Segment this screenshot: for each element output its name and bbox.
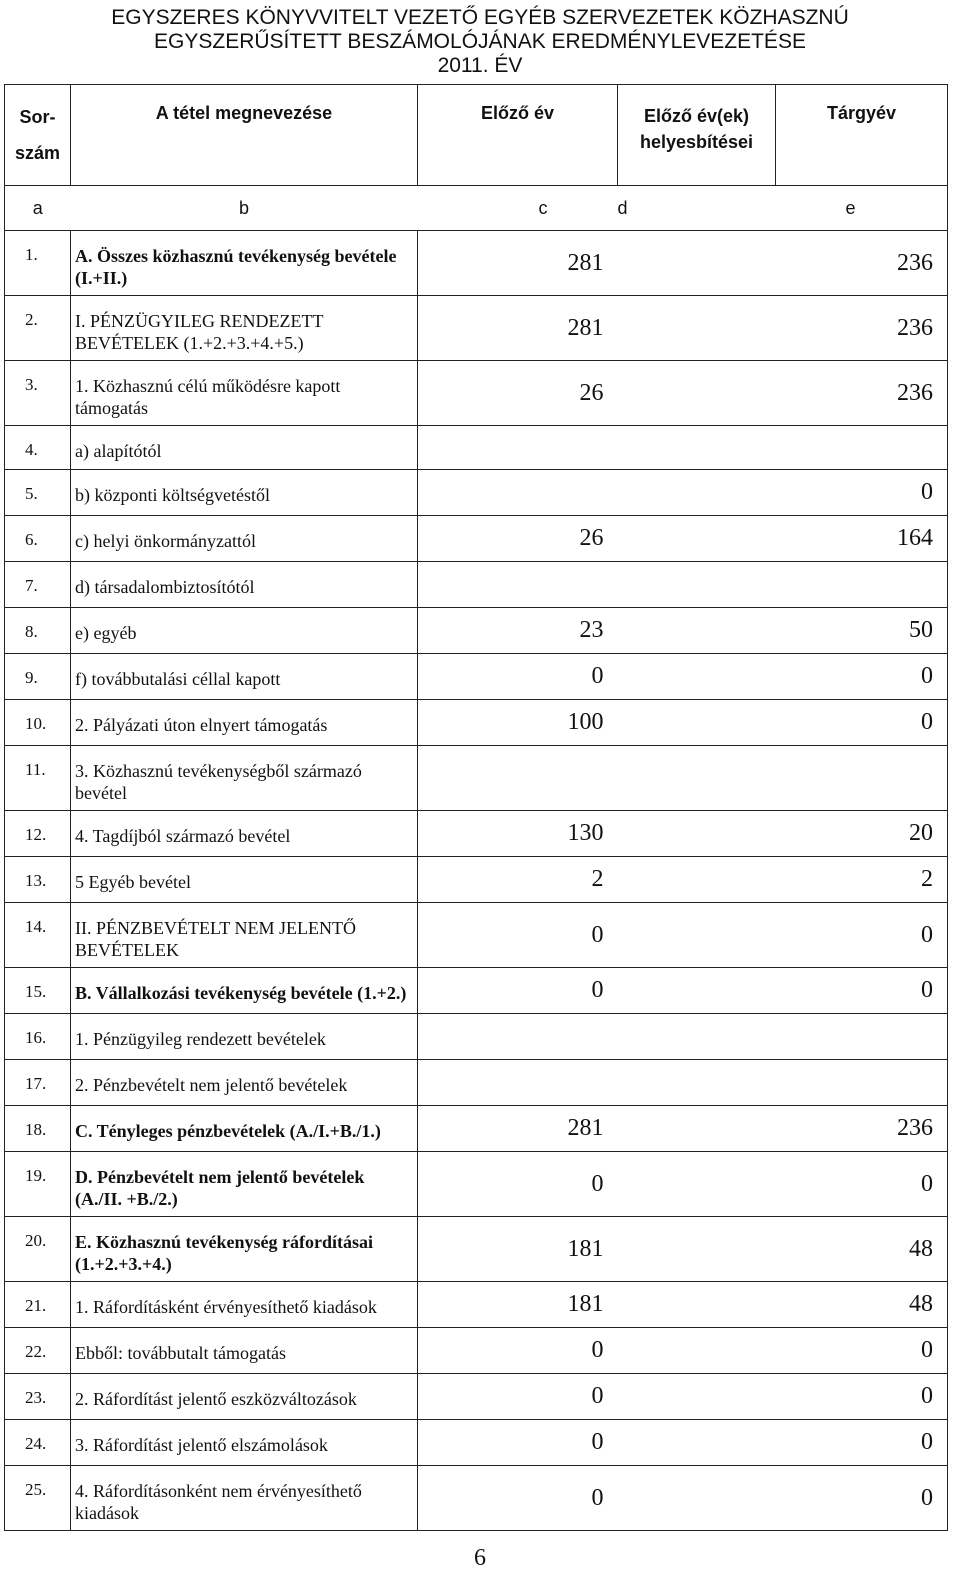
header-current-year: Tárgyév xyxy=(776,85,948,186)
prev-year-value: 0 xyxy=(418,1152,618,1217)
correction-value xyxy=(618,1217,776,1282)
row-label: 2. Ráfordítást jelentő eszközváltozások xyxy=(71,1374,418,1420)
row-number: 4. xyxy=(5,426,71,470)
table-row xyxy=(5,1106,948,1152)
current-year-value: 0 xyxy=(776,1328,948,1374)
prev-year-value: 181 xyxy=(418,1282,618,1328)
row-number: 2. xyxy=(5,296,71,361)
row-number: 16. xyxy=(5,1014,71,1060)
prev-year-value: 0 xyxy=(418,1374,618,1420)
row-label: B. Vállalkozási tevékenység bevétele (1.+2.) xyxy=(71,968,418,1014)
row-number: 5. xyxy=(5,470,71,516)
current-year-value: 236 xyxy=(776,361,948,426)
column-letter-e: e xyxy=(776,186,948,231)
current-year-value: 0 xyxy=(776,968,948,1014)
prev-year-value: 281 xyxy=(418,296,618,361)
row-number: 12. xyxy=(5,811,71,857)
prev-year-value: 23 xyxy=(418,608,618,654)
row-number: 6. xyxy=(5,516,71,562)
row-number: 17. xyxy=(5,1060,71,1106)
table-row xyxy=(5,1282,948,1328)
row-label: e) egyéb xyxy=(71,608,418,654)
current-year-value: 0 xyxy=(776,470,948,516)
prev-year-value: 130 xyxy=(418,811,618,857)
correction-value xyxy=(618,903,776,968)
prev-year-value: 26 xyxy=(418,361,618,426)
row-number: 19. xyxy=(5,1152,71,1217)
row-label: 4. Tagdíjból származó bevétel xyxy=(71,811,418,857)
correction-value xyxy=(618,811,776,857)
table-row xyxy=(5,608,948,654)
table-row xyxy=(5,700,948,746)
current-year-value: 0 xyxy=(776,654,948,700)
prev-year-value xyxy=(418,746,618,811)
row-label: 1. Közhasznú célú működésre kapott támogatás xyxy=(71,361,418,426)
row-number: 15. xyxy=(5,968,71,1014)
prev-year-value: 0 xyxy=(418,654,618,700)
row-label: 1. Pénzügyileg rendezett bevételek xyxy=(71,1014,418,1060)
row-number: 11. xyxy=(5,746,71,811)
column-letter-d: d xyxy=(618,186,776,231)
row-label: II. PÉNZBEVÉTELT NEM JELENTŐ BEVÉTELEK xyxy=(71,903,418,968)
prev-year-value: 281 xyxy=(418,1106,618,1152)
row-number: 1. xyxy=(5,231,71,296)
correction-value xyxy=(618,1374,776,1420)
table-row xyxy=(5,1374,948,1420)
correction-value xyxy=(618,857,776,903)
header-sorszam xyxy=(5,85,71,186)
current-year-value: 2 xyxy=(776,857,948,903)
current-year-value xyxy=(776,746,948,811)
title-line-3: 2011. ÉV xyxy=(437,54,523,77)
table-row xyxy=(5,1060,948,1106)
row-label: Ebből: továbbutalt támogatás xyxy=(71,1328,418,1374)
document-title xyxy=(0,6,960,78)
prev-year-value xyxy=(418,426,618,470)
row-label: D. Pénzbevételt nem jelentő bevételek (A./II. +B./2.) xyxy=(71,1152,418,1217)
table-row xyxy=(5,1328,948,1374)
table-row xyxy=(5,361,948,426)
prev-year-value: 0 xyxy=(418,968,618,1014)
current-year-value xyxy=(776,562,948,608)
current-year-value: 50 xyxy=(776,608,948,654)
correction-value xyxy=(618,1282,776,1328)
row-label: 2. Pénzbevételt nem jelentő bevételek xyxy=(71,1060,418,1106)
table-row xyxy=(5,562,948,608)
header-sorszam-line2: szám xyxy=(14,143,61,163)
correction-value xyxy=(618,1328,776,1374)
correction-value xyxy=(618,746,776,811)
row-number: 14. xyxy=(5,903,71,968)
correction-value xyxy=(618,231,776,296)
row-label: a) alapítótól xyxy=(71,426,418,470)
current-year-value: 0 xyxy=(776,1466,948,1531)
row-label: b) központi költségvetéstől xyxy=(71,470,418,516)
column-letter-b: b xyxy=(71,186,418,231)
current-year-value: 236 xyxy=(776,1106,948,1152)
row-number: 24. xyxy=(5,1420,71,1466)
current-year-value: 48 xyxy=(776,1282,948,1328)
table-row xyxy=(5,811,948,857)
header-sorszam-line1: Sor- xyxy=(19,107,56,127)
prev-year-value: 26 xyxy=(418,516,618,562)
table-row xyxy=(5,857,948,903)
row-label: 3. Ráfordítást jelentő elszámolások xyxy=(71,1420,418,1466)
correction-value xyxy=(618,562,776,608)
current-year-value xyxy=(776,1014,948,1060)
correction-value xyxy=(618,426,776,470)
current-year-value: 48 xyxy=(776,1217,948,1282)
prev-year-value: 0 xyxy=(418,1328,618,1374)
prev-year-value xyxy=(418,562,618,608)
table-row xyxy=(5,1014,948,1060)
correction-value xyxy=(618,296,776,361)
header-row xyxy=(5,85,948,186)
row-number: 25. xyxy=(5,1466,71,1531)
current-year-value: 236 xyxy=(776,231,948,296)
table-row xyxy=(5,1152,948,1217)
header-prev-year: Előző év xyxy=(418,85,618,186)
current-year-value: 0 xyxy=(776,1420,948,1466)
correction-value xyxy=(618,516,776,562)
column-letter-a: a xyxy=(5,186,71,231)
current-year-value: 236 xyxy=(776,296,948,361)
header-corrections xyxy=(618,85,776,186)
header-corrections-line2: helyesbítései xyxy=(639,132,754,152)
row-label: C. Tényleges pénzbevételek (A./I.+B./1.) xyxy=(71,1106,418,1152)
row-label: E. Közhasznú tevékenység ráfordításai (1.+2.+3.+4.) xyxy=(71,1217,418,1282)
row-label: 1. Ráfordításként érvényesíthető kiadások xyxy=(71,1282,418,1328)
row-number: 21. xyxy=(5,1282,71,1328)
row-label: 3. Közhasznú tevékenységből származó bevétel xyxy=(71,746,418,811)
row-number: 18. xyxy=(5,1106,71,1152)
row-number: 22. xyxy=(5,1328,71,1374)
prev-year-value: 0 xyxy=(418,1420,618,1466)
current-year-value: 0 xyxy=(776,700,948,746)
row-number: 8. xyxy=(5,608,71,654)
correction-value xyxy=(618,608,776,654)
current-year-value: 164 xyxy=(776,516,948,562)
current-year-value xyxy=(776,426,948,470)
current-year-value: 0 xyxy=(776,1374,948,1420)
header-name: A tétel megnevezése xyxy=(71,85,418,186)
current-year-value: 0 xyxy=(776,1152,948,1217)
correction-value xyxy=(618,361,776,426)
prev-year-value: 281 xyxy=(418,231,618,296)
table-row xyxy=(5,296,948,361)
correction-value xyxy=(618,1106,776,1152)
correction-value xyxy=(618,470,776,516)
correction-value xyxy=(618,1014,776,1060)
table-row xyxy=(5,968,948,1014)
title-line-1: EGYSZERES KÖNYVVITELT VEZETŐ EGYÉB SZERVEZETEK KÖZHASZNÚ xyxy=(111,6,849,29)
prev-year-value xyxy=(418,1014,618,1060)
row-label: 2. Pályázati úton elnyert támogatás xyxy=(71,700,418,746)
row-label: f) továbbutalási céllal kapott xyxy=(71,654,418,700)
prev-year-value: 100 xyxy=(418,700,618,746)
prev-year-value xyxy=(418,470,618,516)
row-number: 7. xyxy=(5,562,71,608)
title-line-2: EGYSZERŰSÍTETT BESZÁMOLÓJÁNAK EREDMÉNYLEVEZETÉSE xyxy=(154,30,806,53)
correction-value xyxy=(618,654,776,700)
table-row xyxy=(5,746,948,811)
table-row xyxy=(5,516,948,562)
row-number: 10. xyxy=(5,700,71,746)
row-label: 4. Ráfordításonként nem érvényesíthető kiadások xyxy=(71,1466,418,1531)
income-statement-table xyxy=(4,84,948,1531)
correction-value xyxy=(618,1060,776,1106)
correction-value xyxy=(618,1420,776,1466)
prev-year-value: 2 xyxy=(418,857,618,903)
table-row xyxy=(5,903,948,968)
table-row xyxy=(5,426,948,470)
correction-value xyxy=(618,968,776,1014)
prev-year-value: 0 xyxy=(418,903,618,968)
table-row xyxy=(5,1466,948,1531)
table-row xyxy=(5,470,948,516)
current-year-value xyxy=(776,1060,948,1106)
row-label: A. Összes közhasznú tevékenység bevétele (I.+II.) xyxy=(71,231,418,296)
table-row xyxy=(5,654,948,700)
row-number: 3. xyxy=(5,361,71,426)
table-row xyxy=(5,1420,948,1466)
page-number: 6 xyxy=(474,1545,486,1571)
row-label: 5 Egyéb bevétel xyxy=(71,857,418,903)
current-year-value: 0 xyxy=(776,903,948,968)
correction-value xyxy=(618,1466,776,1531)
row-number: 20. xyxy=(5,1217,71,1282)
row-label: d) társadalombiztosítótól xyxy=(71,562,418,608)
column-letter-c: c xyxy=(418,186,618,231)
correction-value xyxy=(618,700,776,746)
row-label: c) helyi önkormányzattól xyxy=(71,516,418,562)
prev-year-value: 0 xyxy=(418,1466,618,1531)
prev-year-value: 181 xyxy=(418,1217,618,1282)
row-number: 13. xyxy=(5,857,71,903)
header-corrections-line1: Előző év(ek) xyxy=(643,106,750,126)
prev-year-value xyxy=(418,1060,618,1106)
correction-value xyxy=(618,1152,776,1217)
row-number: 9. xyxy=(5,654,71,700)
column-letters-row xyxy=(5,186,948,231)
table-row xyxy=(5,231,948,296)
row-label: I. PÉNZÜGYILEG RENDEZETT BEVÉTELEK (1.+2.+3.+4.+5.) xyxy=(71,296,418,361)
table-row xyxy=(5,1217,948,1282)
row-number: 23. xyxy=(5,1374,71,1420)
current-year-value: 20 xyxy=(776,811,948,857)
